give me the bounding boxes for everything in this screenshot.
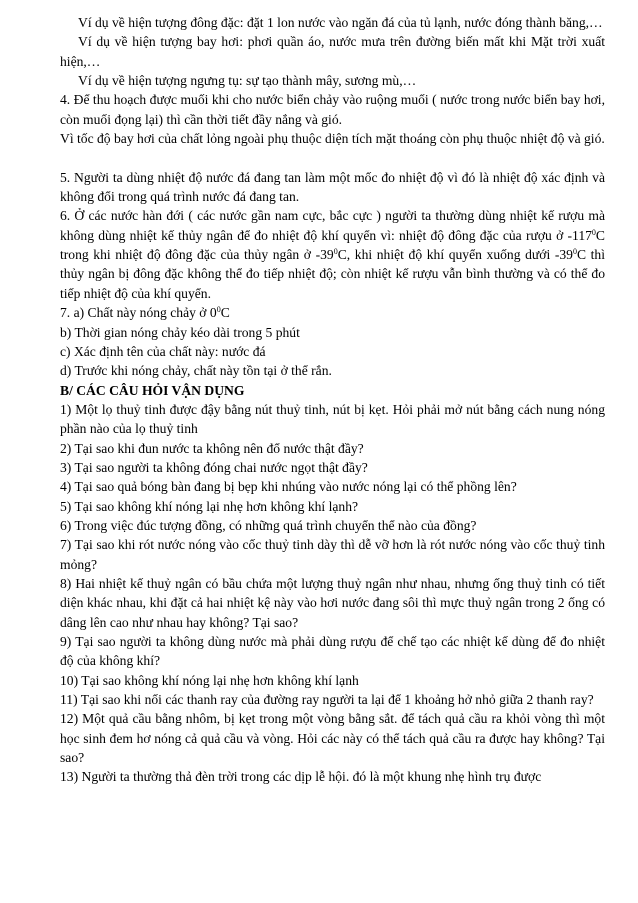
answer-7a bbox=[60, 303, 605, 322]
question-item: 2) Tại sao khi đun nước ta không nên đổ nước thật đầy? bbox=[60, 440, 364, 456]
example-condensation: Ví dụ về hiện tượng ngưng tụ: sự tạo thành mây, sương mù,… bbox=[78, 73, 417, 89]
question-item: 4) Tại sao quả bóng bàn đang bị bẹp khi nhúng vào nước nóng lại có thể phồng lên? bbox=[60, 479, 517, 495]
answer-4-explanation: Vì tốc độ bay hơi của chất lỏng ngoài phụ thuộc diện tích mặt thoáng còn phụ thuộc nhiệt độ và gió. bbox=[60, 131, 605, 147]
answer-7c: c) Xác định tên của chất này: nước đá bbox=[60, 343, 266, 359]
question-item: 3) Tại sao người ta không đóng chai nước ngọt thật đầy? bbox=[60, 459, 368, 475]
answer-7d: d) Trước khi nóng chảy, chất này tồn tại ở thể rắn. bbox=[60, 363, 332, 379]
answer-6-text-4: C thì thủy ngân bị đông đặc không thể đo tiếp nhiệt độ; còn nhiệt kế rượu vẫn bình thường và có thể đo tiếp nhiệt độ của khí quyển. bbox=[60, 247, 606, 301]
answer-6-paragraph bbox=[60, 206, 605, 303]
question-item: 10) Tại sao không khí nóng lại nhẹ hơn không khí lạnh bbox=[60, 672, 359, 688]
section-b-heading: B/ CÁC CÂU HỎI VẬN DỤNG bbox=[60, 382, 245, 398]
example-evaporation: Ví dụ về hiện tượng bay hơi: phơi quần áo, nước mưa trên đường biến mất khi Mặt trời xuất hiện,… bbox=[60, 34, 605, 69]
question-item: 6) Trong việc đúc tượng đồng, có những quá trình chuyển thể nào của đồng? bbox=[60, 517, 477, 533]
answer-7a-text: 7. a) Chất này nóng chảy ở 0 bbox=[60, 305, 217, 321]
question-item: 8) Hai nhiệt kế thuỷ ngân có bầu chứa một lượng thuỷ ngân như nhau, nhưng ống thuỷ tinh có tiết diện khác nhau, khi đặt cả hai nhiệt kệ này vào hơi nước đang sôi thì mực thuỷ ngân trong 2 ống có dâng lên cao như nhau hay không? Tại sao? bbox=[60, 575, 605, 630]
degree-superscript: 0 bbox=[591, 227, 596, 237]
question-item: 11) Tại sao khi nối các thanh ray của đường ray người ta lại để 1 khoảng hở nhỏ giữa 2 thanh ray? bbox=[60, 692, 594, 708]
degree-superscript: 0 bbox=[333, 247, 338, 257]
question-item: 1) Một lọ thuỷ tinh được đậy bằng nút thuỷ tinh, nút bị kẹt. Hỏi phải mở nút bằng cách nung nóng phần nào của lọ thuỷ tinh bbox=[60, 401, 605, 437]
answer-6-text-2: C trong khi nhiệt độ đông đặc của thủy ngân ở -39 bbox=[60, 227, 605, 263]
question-item: 13) Người ta thường thả đèn trời trong các dịp lễ hội. đó là một khung nhẹ hình trụ được bbox=[60, 769, 542, 785]
answer-5-paragraph: 5. Người ta dùng nhiệt độ nước đá đang tan làm một mốc đo nhiệt độ vì đó là nhiệt độ xác định và không đổi trong quá trình nước đá đang tan. bbox=[60, 169, 605, 205]
question-item: 12) Một quả cầu bằng nhôm, bị kẹt trong một vòng bằng sắt. để tách quả cầu ra khỏi vòng thì một học sinh đem hơ nóng cả quả cầu và vòng. Hỏi các này có thể tách quả cầu ra được hay không? Tại sao? bbox=[60, 711, 605, 766]
blank-line bbox=[60, 148, 605, 167]
degree-superscript: 0 bbox=[572, 247, 577, 257]
answer-7b: b) Thời gian nóng chảy kéo dài trong 5 phút bbox=[60, 324, 300, 340]
answer-4-paragraph: 4. Để thu hoạch được muối khi cho nước biển chảy vào ruộng muối ( nước trong nước biển bay hơi, còn muối đọng lại) thì cần thời tiết đầy nắng và gió. bbox=[60, 92, 605, 127]
answer-6-text-3: C, khi nhiệt độ khí quyển xuống dưới -39 bbox=[337, 247, 573, 263]
answer-7a-unit: C bbox=[220, 305, 230, 321]
question-item: 7) Tại sao khi rót nước nóng vào cốc thuỷ tinh dày thì dễ vỡ hơn là rót nước nóng vào cốc thuỷ tinh mỏng? bbox=[60, 537, 605, 572]
question-item: 9) Tại sao người ta không dùng nước mà phải dùng rượu để chế tạo các nhiệt kế dùng để đo nhiệt độ của không khí? bbox=[60, 634, 605, 669]
question-item: 5) Tại sao không khí nóng lại nhẹ hơn không khí lạnh? bbox=[60, 498, 359, 514]
answer-6-text-1: 6. Ở các nước hàn đới ( các nước gần nam cực, bắc cực ) người ta thường dùng nhiệt kế rượu mà không dùng nhiệt kế thủy ngân để đo nhiệt độ khí quyển vì: nhiệt độ đông đặc của rượu ở -117 bbox=[60, 208, 605, 243]
degree-superscript: 0 bbox=[216, 305, 221, 315]
example-solidification: Ví dụ về hiện tượng đông đặc: đặt 1 lon nước vào ngăn đá của tủ lạnh, nước đóng thành băng,… bbox=[78, 15, 603, 30]
